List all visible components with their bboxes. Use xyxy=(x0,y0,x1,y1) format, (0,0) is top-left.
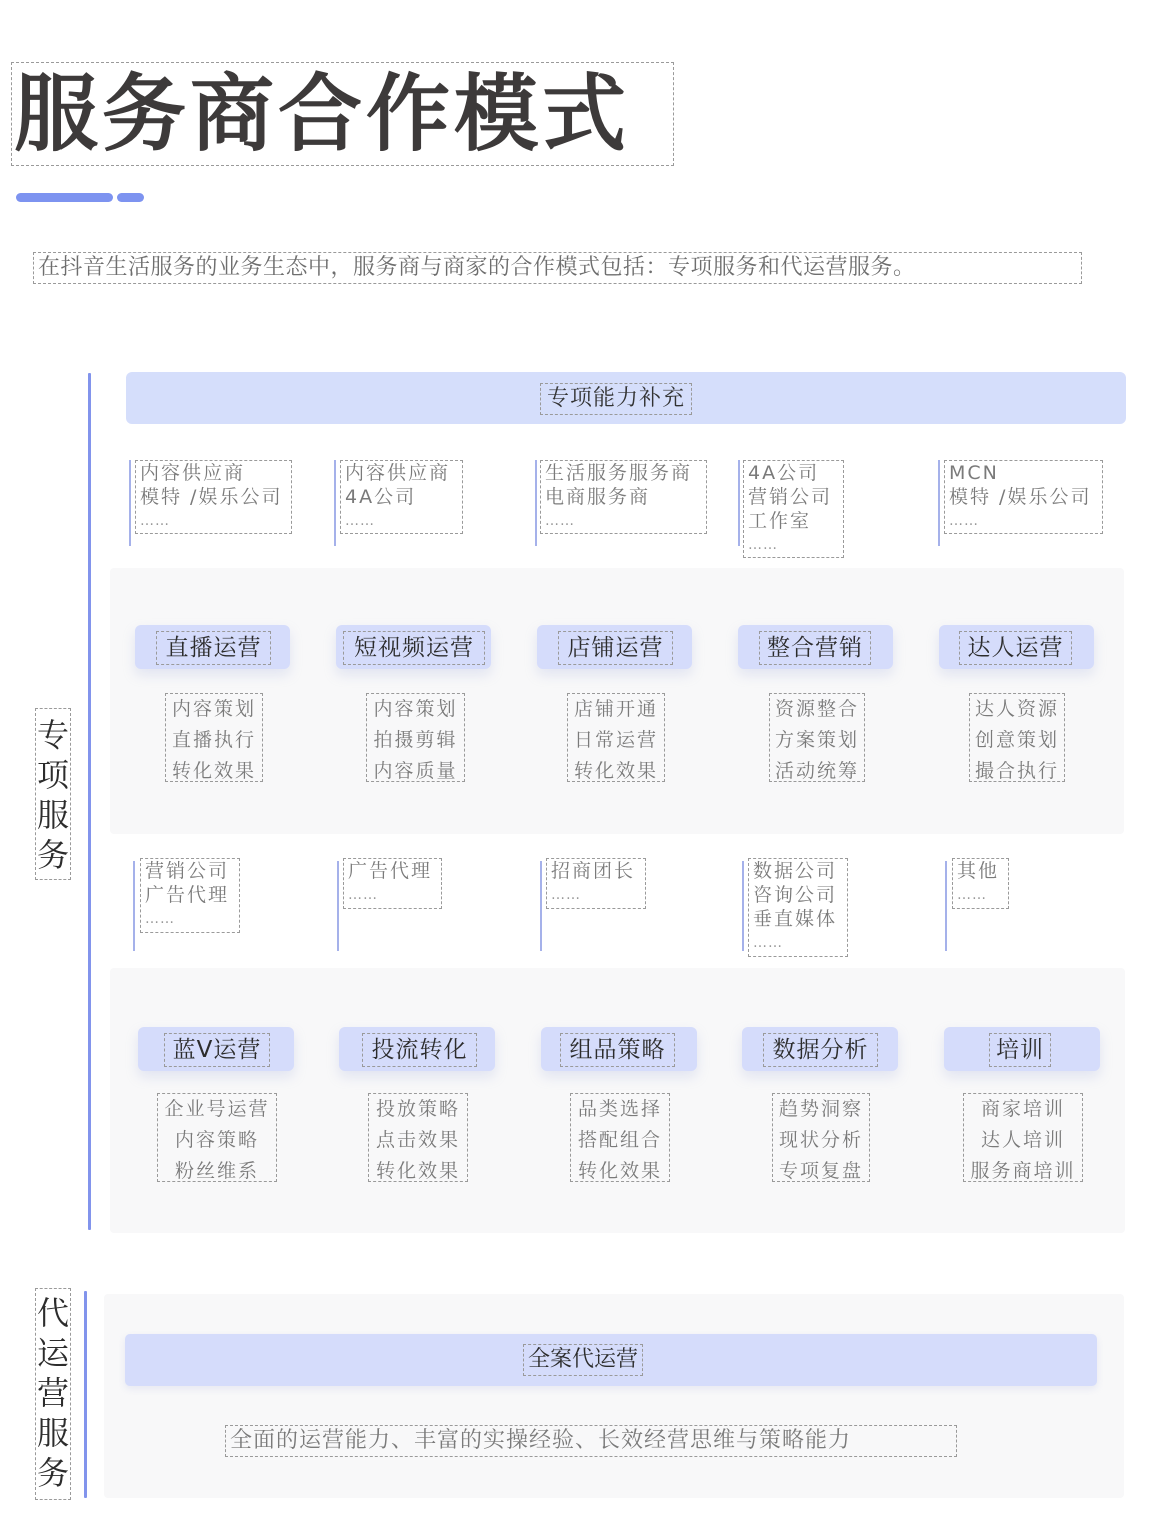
service-title: 直播运营 xyxy=(156,631,271,665)
agency-header: 全案代运营 xyxy=(523,1344,643,1376)
service-items: 趋势洞察 现状分析 专项复盘 xyxy=(772,1093,870,1182)
service-title: 达人运营 xyxy=(959,631,1072,665)
partner-note-line xyxy=(945,861,947,951)
partner-note-line xyxy=(337,861,339,951)
title-underline-short xyxy=(117,193,144,202)
title-underline-long xyxy=(16,193,113,202)
intro-text: 在抖音生活服务的业务生态中，服务商与商家的合作模式包括：专项服务和代运营服务。 xyxy=(33,252,1082,284)
partner-note-line xyxy=(742,861,744,951)
partner-note-2: 内容供应商 4A公司 …… xyxy=(340,460,463,534)
service-title: 蓝V运营 xyxy=(164,1033,270,1067)
agency-description: 全面的运营能力、丰富的实操经验、长效经营思维与策略能力 xyxy=(225,1425,957,1457)
partner-note-10: 其他 …… xyxy=(952,858,1009,909)
partner-note-6: 营销公司 广告代理 …… xyxy=(140,858,240,933)
agency-service-label: 代 运 营 服 务 xyxy=(35,1288,71,1500)
partner-note-7: 广告代理 …… xyxy=(343,858,442,909)
partner-note-line xyxy=(133,861,135,951)
partner-note-line xyxy=(129,460,131,546)
service-title: 投流转化 xyxy=(362,1033,477,1067)
service-title: 短视频运营 xyxy=(343,631,485,665)
partner-note-line xyxy=(334,460,336,546)
service-title: 组品策略 xyxy=(560,1033,675,1067)
service-title: 整合营销 xyxy=(759,631,871,665)
special-service-label: 专 项 服 务 xyxy=(35,708,71,880)
agency-panel xyxy=(104,1294,1124,1498)
partner-note-3: 生活服务服务商 电商服务商 …… xyxy=(540,460,707,534)
service-items: 投放策略 点击效果 转化效果 xyxy=(368,1093,468,1182)
service-items: 内容策划 直播执行 转化效果 xyxy=(165,693,263,782)
partner-note-line xyxy=(938,460,940,546)
partner-note-1: 内容供应商 模特 /娱乐公司 …… xyxy=(135,460,292,534)
partner-note-line xyxy=(535,460,537,546)
page-title: 服务商合作模式 xyxy=(14,65,631,163)
service-title: 培训 xyxy=(989,1033,1051,1067)
agency-service-divider xyxy=(84,1291,87,1498)
partner-note-9: 数据公司 咨询公司 垂直媒体 …… xyxy=(748,858,848,957)
service-items: 企业号运营 内容策略 粉丝维系 xyxy=(157,1093,277,1182)
service-title: 数据分析 xyxy=(763,1033,878,1067)
service-items: 达人资源 创意策划 撮合执行 xyxy=(969,693,1065,782)
partner-note-5: MCN 模特 /娱乐公司 …… xyxy=(944,460,1103,534)
service-items: 品类选择 搭配组合 转化效果 xyxy=(570,1093,670,1182)
service-items: 商家培训 达人培训 服务商培训 xyxy=(963,1093,1083,1182)
partner-note-line xyxy=(540,861,542,951)
service-title: 店铺运营 xyxy=(558,631,673,665)
partner-note-8: 招商团长 …… xyxy=(546,858,646,909)
service-items: 资源整合 方案策划 活动统筹 xyxy=(769,693,865,782)
partner-note-4: 4A公司 营销公司 工作室 …… xyxy=(743,460,844,558)
partner-note-line xyxy=(738,460,740,546)
service-items: 内容策划 拍摄剪辑 内容质量 xyxy=(366,693,465,782)
service-items: 店铺开通 日常运营 转化效果 xyxy=(567,693,665,782)
supplement-header: 专项能力补充 xyxy=(540,383,692,415)
special-service-divider xyxy=(88,373,91,1230)
